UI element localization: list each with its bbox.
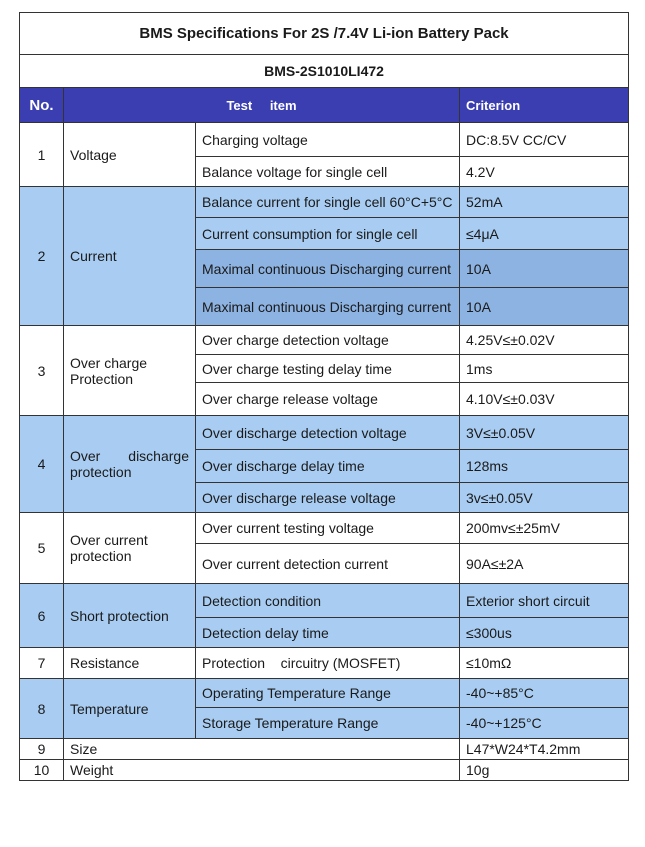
test-item: Charging voltage xyxy=(196,123,460,157)
bms-spec-table xyxy=(19,12,629,781)
row-category: Over current protection xyxy=(64,513,196,584)
row-number: 5 xyxy=(20,513,64,584)
header-test-item: Test item xyxy=(64,88,460,123)
row-number: 8 xyxy=(20,679,64,739)
row-number: 9 xyxy=(20,739,64,760)
header-no: No. xyxy=(20,88,64,123)
row-category: Weight xyxy=(64,760,460,781)
test-item: Balance current for single cell 60°C+5°C xyxy=(196,187,460,218)
test-item: Over current testing voltage xyxy=(196,513,460,544)
test-item: Maximal continuous Discharging current xyxy=(196,288,460,326)
criterion-value: DC:8.5V CC/CV xyxy=(460,123,629,157)
row-category: Temperature xyxy=(64,679,196,739)
test-item: Detection condition xyxy=(196,584,460,618)
criterion-value: 3V≤±0.05V xyxy=(460,416,629,450)
row-number: 6 xyxy=(20,584,64,648)
test-item: Detection delay time xyxy=(196,618,460,648)
criterion-value: Exterior short circuit xyxy=(460,584,629,618)
table-title: BMS Specifications For 2S /7.4V Li-ion Battery Pack xyxy=(20,13,629,55)
test-item: Storage Temperature Range xyxy=(196,708,460,739)
test-item: Operating Temperature Range xyxy=(196,679,460,708)
model-number: BMS-2S1010LI472 xyxy=(20,55,629,88)
criterion-value: 52mA xyxy=(460,187,629,218)
criterion-value: 90A≤±2A xyxy=(460,544,629,584)
criterion-value: 10g xyxy=(460,760,629,781)
row-category: Over discharge protection xyxy=(64,416,196,513)
row-number: 1 xyxy=(20,123,64,187)
row-category: Over charge Protection xyxy=(64,326,196,416)
test-item: Balance voltage for single cell xyxy=(196,157,460,187)
criterion-value: 200mv≤±25mV xyxy=(460,513,629,544)
criterion-value: 4.25V≤±0.02V xyxy=(460,326,629,355)
test-item: Over discharge delay time xyxy=(196,450,460,483)
test-item: Over charge testing delay time xyxy=(196,355,460,383)
row-number: 2 xyxy=(20,187,64,326)
test-item: Over current detection current xyxy=(196,544,460,584)
criterion-value: L47*W24*T4.2mm xyxy=(460,739,629,760)
row-category: Current xyxy=(64,187,196,326)
criterion-value: ≤300us xyxy=(460,618,629,648)
row-number: 10 xyxy=(20,760,64,781)
criterion-value: -40~+125°C xyxy=(460,708,629,739)
header-criterion: Criterion xyxy=(460,88,629,123)
criterion-value: 10A xyxy=(460,288,629,326)
test-item: Over charge release voltage xyxy=(196,383,460,416)
test-item: Over charge detection voltage xyxy=(196,326,460,355)
test-item: Maximal continuous Discharging current xyxy=(196,250,460,288)
criterion-value: ≤4μA xyxy=(460,218,629,250)
row-category: Size xyxy=(64,739,460,760)
row-number: 4 xyxy=(20,416,64,513)
row-number: 3 xyxy=(20,326,64,416)
row-category: Short protection xyxy=(64,584,196,648)
criterion-value: 4.10V≤±0.03V xyxy=(460,383,629,416)
criterion-value: 1ms xyxy=(460,355,629,383)
criterion-value: -40~+85°C xyxy=(460,679,629,708)
row-category: Voltage xyxy=(64,123,196,187)
test-item: Current consumption for single cell xyxy=(196,218,460,250)
criterion-value: 128ms xyxy=(460,450,629,483)
test-item: Protection circuitry (MOSFET) xyxy=(196,648,460,679)
test-item: Over discharge detection voltage xyxy=(196,416,460,450)
row-number: 7 xyxy=(20,648,64,679)
criterion-value: 4.2V xyxy=(460,157,629,187)
criterion-value: 10A xyxy=(460,250,629,288)
row-category: Resistance xyxy=(64,648,196,679)
criterion-value: 3v≤±0.05V xyxy=(460,483,629,513)
test-item: Over discharge release voltage xyxy=(196,483,460,513)
criterion-value: ≤10mΩ xyxy=(460,648,629,679)
